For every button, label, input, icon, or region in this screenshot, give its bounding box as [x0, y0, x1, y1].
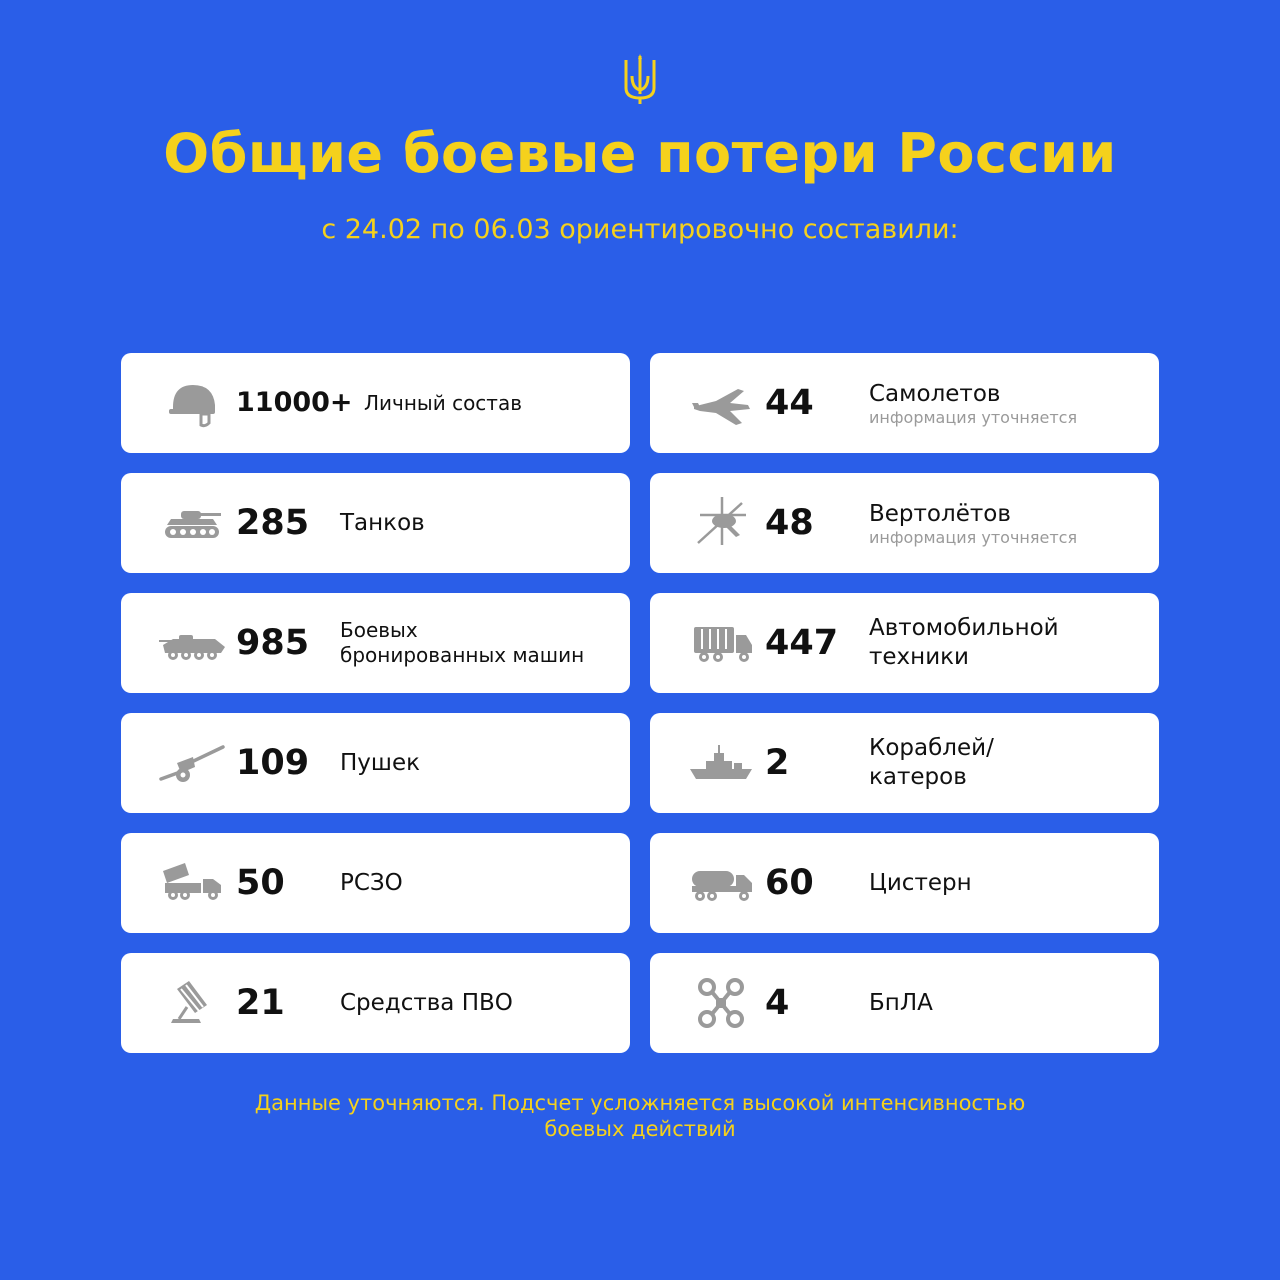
stat-label [340, 833, 403, 933]
stat-label-line: Цистерн [869, 869, 972, 896]
stat-label-line: техники [869, 644, 969, 670]
stat-label [869, 953, 933, 1053]
stat-label-line: Автомобильной [869, 615, 1059, 641]
stat-label [340, 713, 420, 813]
stat-label-line: Средства ПВО [340, 989, 513, 1016]
ship-icon [686, 735, 756, 791]
stat-card-vehicles [650, 593, 1159, 693]
stat-value: 109 [236, 743, 310, 783]
stat-label-line: Боевых [340, 618, 418, 642]
losses-grid [121, 353, 1159, 1053]
stat-card-drones [650, 953, 1159, 1053]
stat-label-line: РСЗО [340, 869, 403, 896]
stat-note: информация уточняется [869, 407, 1078, 427]
stat-card-tanks [121, 473, 630, 573]
tank-icon [157, 495, 227, 551]
stat-label-line: Личный состав [364, 390, 522, 415]
stat-card-tankers [650, 833, 1159, 933]
page-subtitle: с 24.02 по 06.03 ориентировочно составили: [321, 214, 959, 245]
truck-icon [686, 615, 756, 671]
rocket-launcher-icon [157, 855, 227, 911]
stat-label [869, 833, 972, 933]
tanker-truck-icon [686, 855, 756, 911]
stat-value: 447 [765, 623, 839, 663]
stat-label-line: бронированных машин [340, 643, 585, 667]
stat-label-line: Танков [340, 509, 425, 536]
air-defense-icon [157, 975, 227, 1031]
stat-label-line: Пушек [340, 749, 420, 776]
stat-value: 60 [765, 863, 814, 903]
stat-label [869, 353, 1077, 453]
stat-card-helicopters [650, 473, 1159, 573]
stat-label-line: БпЛА [869, 989, 933, 1016]
stat-card-mlrs [121, 833, 630, 933]
stat-card-ships [650, 713, 1159, 813]
stat-value: 44 [765, 383, 814, 423]
stat-value: 50 [236, 863, 285, 903]
footer-line: боевых действий [544, 1117, 736, 1141]
stat-label [340, 593, 584, 693]
stat-label [869, 473, 1077, 573]
stat-label-line: Кораблей/ [869, 735, 994, 761]
stat-card-aircraft [650, 353, 1159, 453]
stat-label-line: катеров [869, 764, 967, 790]
helmet-icon [157, 375, 227, 431]
footer-line: Данные уточняются. Подсчет усложняется высокой интенсивностью [254, 1091, 1026, 1115]
apc-icon [157, 615, 227, 671]
stat-label [340, 473, 425, 573]
stat-label [869, 713, 994, 813]
stat-value: 11000+ [236, 387, 353, 418]
stat-card-artillery [121, 713, 630, 813]
page-title: Общие боевые потери России [163, 122, 1117, 185]
stat-label-line: Самолетов [869, 380, 1001, 407]
howitzer-icon [157, 735, 227, 791]
jet-icon [686, 375, 756, 431]
stat-label [340, 953, 513, 1053]
stat-label-line: Вертолётов [869, 500, 1011, 527]
stat-label [869, 593, 1059, 693]
helicopter-icon [686, 495, 756, 551]
stat-value: 2 [765, 743, 790, 783]
stat-value: 48 [765, 503, 814, 543]
stat-card-armored-vehicles [121, 593, 630, 693]
stat-value: 285 [236, 503, 310, 543]
stat-value: 4 [765, 983, 790, 1023]
stat-note: информация уточняется [869, 527, 1078, 547]
trident-icon [622, 54, 658, 106]
stat-card-air-defense [121, 953, 630, 1053]
stat-label [364, 353, 522, 453]
drone-icon [686, 975, 756, 1031]
stat-value: 985 [236, 623, 310, 663]
stat-card-personnel [121, 353, 630, 453]
stat-value: 21 [236, 983, 285, 1023]
footer-note [0, 1090, 1280, 1142]
